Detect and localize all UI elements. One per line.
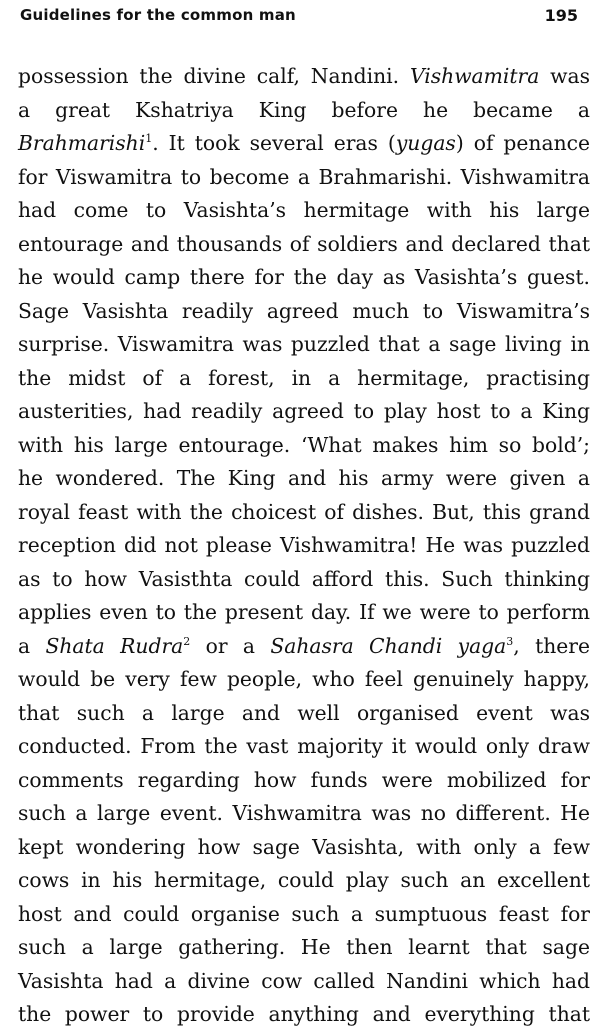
text-segment: comments regarding how funds were mobilized for: [18, 767, 590, 792]
text-segment: entourage and thousands of soldiers and declared that: [18, 231, 590, 256]
text-line: [18, 864, 590, 898]
text-line: [18, 596, 590, 630]
text-line: [18, 462, 590, 496]
text-segment: with his large entourage. ‘What makes him so bold’;: [18, 432, 590, 457]
text-line: [18, 998, 590, 1032]
text-segment: or a: [190, 633, 271, 658]
text-line: [18, 328, 590, 362]
text-segment: such a large event. Vishwamitra was no different. He: [18, 801, 590, 825]
italic-term: Shata Rudra: [45, 633, 184, 658]
italic-term: Sahasra Chandi yaga: [270, 633, 507, 658]
text-line: [18, 529, 590, 563]
text-segment: for Viswamitra to become a Brahmarishi. Vishwamitra: [18, 164, 590, 189]
text-segment: applies even to the present day. If we were to perform: [18, 600, 590, 624]
running-header: [20, 6, 578, 32]
text-segment: reception did not please Vishwamitra! He was puzzled: [18, 533, 590, 557]
text-segment: as to how Vasisthta could afford this. Such thinking: [18, 566, 590, 591]
text-segment: Sage Vasishta readily agreed much to Viswamitra’s: [18, 298, 590, 323]
body-paragraph: [18, 60, 590, 1032]
text-line: [18, 161, 590, 195]
running-head-title: Guidelines for the common man: [20, 6, 296, 24]
italic-term: Brahmarishi: [18, 131, 146, 155]
text-line: [18, 362, 590, 396]
text-line: [18, 228, 590, 262]
text-segment: . It took several eras (: [152, 131, 396, 155]
text-line: [18, 395, 590, 429]
text-line: [18, 965, 590, 999]
text-line: [18, 663, 590, 697]
italic-term: yugas: [395, 131, 456, 155]
text-line: [18, 898, 590, 932]
text-segment: had come to Vasishta’s hermitage with his large: [18, 198, 590, 222]
text-line: [18, 429, 590, 463]
text-segment: a great Kshatriya King before he became a: [18, 97, 590, 122]
text-line: [18, 730, 590, 764]
text-segment: surprise. Viswamitra was puzzled that a sage living in: [18, 332, 590, 356]
italic-term: Vishwamitra: [409, 64, 540, 88]
text-line: [18, 931, 590, 965]
footnote-marker: 1: [145, 132, 153, 145]
text-segment: would be very few people, who feel genuinely happy,: [18, 667, 590, 691]
text-segment: kept wondering how sage Vasishta, with only a few: [18, 834, 590, 859]
text-segment: Vasishta had a divine cow called Nandini which had: [18, 968, 590, 993]
text-line: [18, 831, 590, 865]
text-segment: host and could organise such a sumptuous feast for: [18, 901, 590, 926]
text-segment: such a large gathering. He then learnt that sage: [18, 935, 590, 959]
text-segment: he would camp there for the day as Vasishta’s guest.: [18, 265, 590, 289]
text-line: [18, 94, 590, 128]
text-line: [18, 697, 590, 731]
text-segment: that such a large and well organised event was: [18, 700, 590, 725]
text-segment: conducted. From the vast majority it would only draw: [18, 734, 590, 758]
text-line: [18, 127, 590, 161]
footnote-marker: 2: [183, 634, 191, 648]
text-line: [18, 60, 590, 94]
text-segment: possession the divine calf, Nandini.: [18, 64, 410, 88]
text-line: [18, 797, 590, 831]
text-segment: austerities, had readily agreed to play host to a King: [18, 399, 590, 423]
text-line: [18, 496, 590, 530]
text-segment: , there: [513, 633, 590, 658]
text-segment: a: [18, 633, 46, 658]
text-line: [18, 630, 590, 664]
text-segment: royal feast with the choicest of dishes. But, this grand: [18, 499, 590, 524]
text-line: [18, 563, 590, 597]
text-segment: ) of penance: [455, 131, 590, 155]
text-line: [18, 295, 590, 329]
page-number: 195: [544, 6, 578, 25]
text-line: [18, 261, 590, 295]
text-segment: was: [539, 64, 590, 88]
text-segment: cows in his hermitage, could play such an excellent: [18, 868, 590, 892]
text-line: [18, 764, 590, 798]
text-line: [18, 194, 590, 228]
footnote-marker: 3: [506, 634, 514, 648]
text-segment: he wondered. The King and his army were given a: [18, 466, 590, 490]
text-segment: the midst of a forest, in a hermitage, practising: [18, 365, 590, 390]
text-segment: the power to provide anything and everything that: [18, 1002, 590, 1026]
